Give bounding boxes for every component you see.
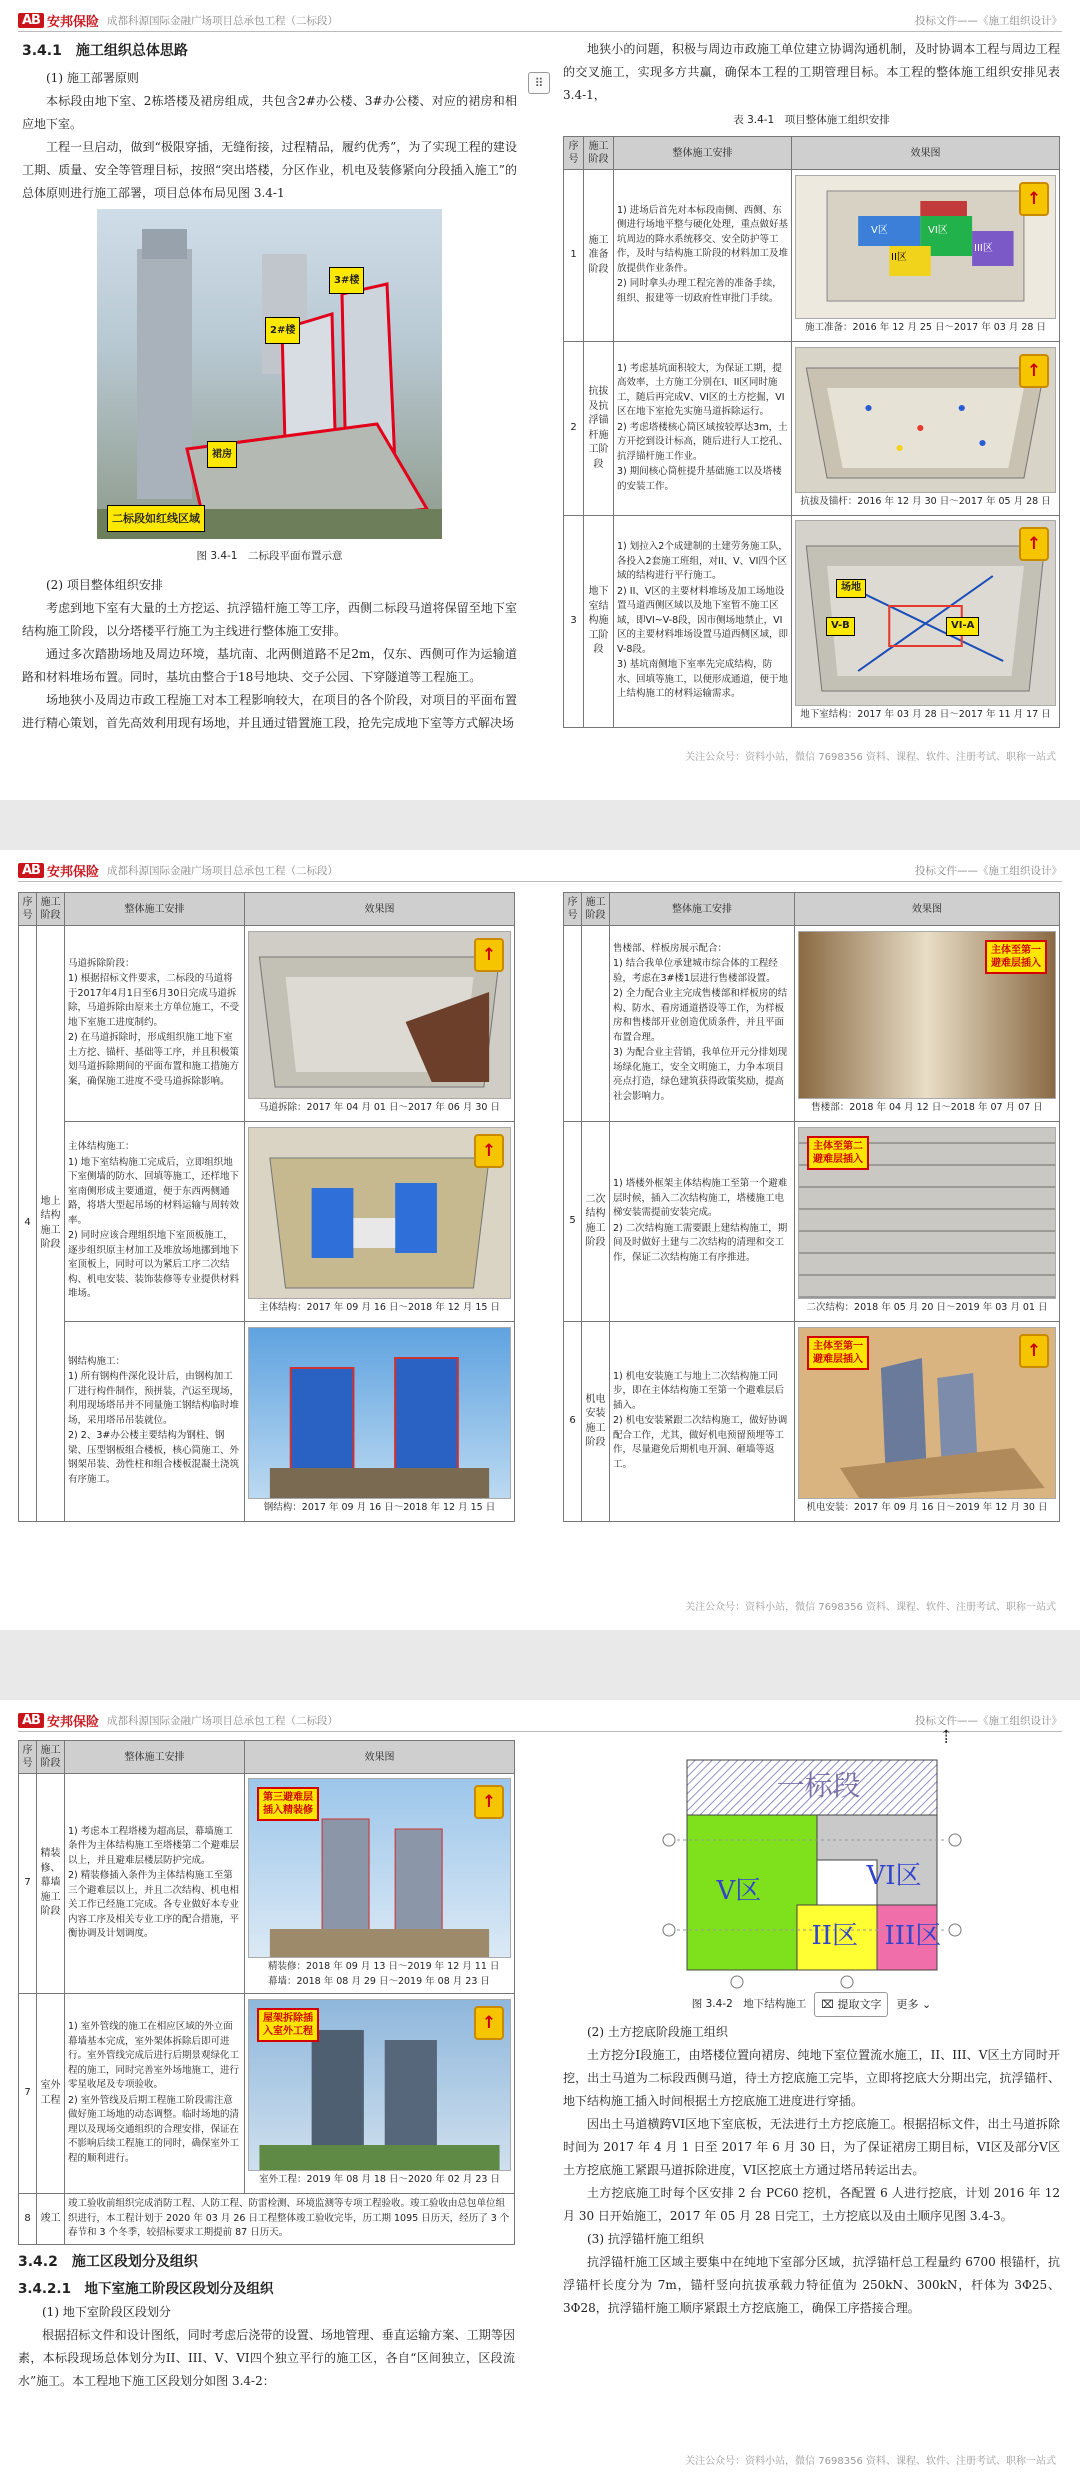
table-row — [564, 170, 1060, 342]
subheading: (1) 施工部署原则 — [46, 71, 139, 85]
left-column — [22, 38, 517, 735]
page-2 — [0, 850, 1080, 1630]
col-header: 整体施工安排 — [65, 1741, 245, 1774]
row-effect — [245, 1994, 515, 2194]
page-header — [18, 1710, 1062, 1732]
tag-site: 场地 — [836, 579, 866, 598]
north-arrow-icon: ↑ — [474, 2006, 504, 2040]
effect-image — [798, 931, 1056, 1099]
table-row — [19, 926, 515, 1122]
subheading: (2) 项目整体组织安排 — [46, 578, 163, 592]
row-arrangement: 售楼部、样板房展示配合： 1) 结合我单位承建城市综合体的工程经验，考虑在3#楼1层进行售楼部设置。 2) 全力配合业主完成售楼部和样板房的结构、防水、看房通道搭设等工作，为样板房和售楼部开业创造优质条件，并且平面布置合理。 3) 为配合业主营销，我单位开元分排划现场绿化施工，安全文明施工，力争本项目亮点打造，绿色建筑获得政策奖励，提高社会影响力。 — [610, 926, 795, 1122]
row-arrangement: 1) 考虑本工程塔楼为超高层，幕墙施工条件为主体结构施工至塔楼第二个避难层以上，并且避难层楼层防护完成。 2) 精装修插入条件为主体结构施工至第三个避难层以上，并且二次结构、机电相关工作已经施工完成。各专业做好本专业内容工序及相关专业工序的配合措施，平衡协调及计划调度。 — [65, 1774, 245, 1994]
image-caption: 施工准备：2016 年 12 月 25 日～2017 年 03 月 28 日 — [805, 322, 1046, 334]
figure-caption: 图 3.4-2 地下结构施工 — [691, 1998, 807, 2010]
table-row — [19, 2194, 515, 2245]
row-no: 5 — [564, 1122, 582, 1322]
subheading: (2) 土方挖底阶段施工组织 — [587, 2025, 728, 2039]
effect-image — [248, 1327, 511, 1499]
effect-image — [248, 1127, 511, 1299]
insert-banner: 主体至第一 避难层插入 — [985, 940, 1047, 974]
row-stage: 抗拔及抗浮锚杆施工阶段 — [584, 342, 614, 516]
extract-text-button[interactable]: ⌧ 提取文字 — [814, 1992, 888, 2017]
image-caption: 钢结构：2017 年 09 月 16 日～2018 年 12 月 15 日 — [263, 1502, 496, 1514]
table-row — [564, 1322, 1060, 1522]
table-row — [19, 1322, 515, 1522]
label-building-3: 3#楼 — [329, 267, 364, 294]
north-arrow-icon: ↑ — [474, 1134, 504, 1168]
page-footer: 关注公众号：资料小站，微信 7698356 资料、课程、软件、注册考试、职称一站式 — [685, 1602, 1056, 1613]
project-name: 成都科源国际金融广场项目总承包工程（二标段） — [107, 1715, 338, 1727]
insert-banner: 主体至第二 避难层插入 — [807, 1136, 869, 1170]
paragraph: 因出土马道横跨VI区地下室底板，无法进行土方挖底施工。根据招标文件，出土马道拆除时间为 2017 年 4 月 1 日至 2017 年 6 月 30 日，为了保证裙房工期目标，VI区及部分V区土方挖底施工紧跟马道拆除进度，VI区挖底土方通过塔吊转运出去。 — [563, 2117, 1060, 2177]
north-arrow-icon: ↑ — [474, 938, 504, 972]
row-stage: 二次结构施工阶段 — [582, 1122, 610, 1322]
map-label-zone1: 一标段 — [776, 1769, 861, 1802]
effect-image — [248, 1999, 511, 2171]
image-caption: 地下室结构：2017 年 03 月 28 日～2017 年 11 月 17 日 — [800, 709, 1051, 721]
image-caption: 抗拔及锚杆：2016 年 12 月 30 日～2017 年 05 月 28 日 — [800, 496, 1051, 508]
row-no: 4 — [19, 926, 37, 1522]
row-effect — [245, 926, 515, 1122]
col-header: 效果图 — [245, 1741, 515, 1774]
table-row — [564, 342, 1060, 516]
label-building-2: 2#楼 — [265, 317, 300, 344]
table-row — [564, 926, 1060, 1122]
row-stage: 地上结构施工阶段 — [37, 926, 65, 1522]
row-no: 8 — [19, 2194, 37, 2245]
figure-caption: 图 3.4-1 二标段平面布置示意 — [196, 550, 343, 562]
col-header: 序号 — [19, 1741, 37, 1774]
paragraph: 场地狭小及周边市政工程施工对本工程影响较大，在项目的各个阶段，对项目的平面布置进行精心策划，首先高效利用现有场地，并且通过错置施工段，抢先完成地下室等方式解决场 — [22, 693, 517, 730]
table-row — [19, 1994, 515, 2194]
figure-caption-bar — [563, 1992, 1060, 2017]
row-arrangement: 1) 机电安装施工与地上二次结构施工同步，即在主体结构施工至第一个避难层后插入。 2) 机电安装紧跟二次结构施工，做好协调配合工作，尤其，做好机电预留预埋等工作，尽量避免后期机电开洞、砸墙等返工。 — [610, 1322, 795, 1522]
row-arrangement: 1) 塔楼外框架主体结构施工至第一个避难层时候，插入二次结构施工，塔楼施工电梯安装需提前安装完成。 2) 二次结构施工需要跟上建结构施工，期间及时做好土建与二次结构的清理和交工作，保证二次结构施工有序推进。 — [610, 1122, 795, 1322]
section-heading: 3.4.2 施工区段划分及组织 — [18, 2253, 198, 2270]
col-header: 效果图 — [245, 893, 515, 926]
north-arrow-icon: ↑ — [1019, 182, 1049, 216]
insert-banner: 屋架拆除插 入室外工程 — [257, 2008, 319, 2042]
col-header: 序号 — [19, 893, 37, 926]
left-column — [18, 1740, 515, 2393]
row-arrangement: 马道拆除阶段： 1) 根据招标文件要求，二标段的马道将于2017年4月1日至6月30日完成马道拆除，马道拆除由原来土方单位施工，不受地下室施工进度制约。 2) 在马道拆除时，形成组织施工地下室土方挖、锚杆、基础等工序，并且积极策划马道拆除期间的平面布置和施工措施方案，确保施工进度不受马道拆除影响。 — [65, 926, 245, 1122]
row-arrangement: 竣工验收前组织完成消防工程、人防工程、防雷检测、环境监测等专项工程验收。竣工验收由总包单位组织进行，本工程计划于 2020 年 03 月 26 日工程整体竣工验收完毕，历工期 1095 日历天，经历了 3 个春节和 3 个冬季，较招标要求工期提前 87 日历天。 — [65, 2194, 515, 2245]
row-stage: 施工准备阶段 — [584, 170, 614, 342]
schedule-table — [563, 136, 1060, 728]
doc-title: 投标文件——《施工组织设计》 — [915, 1715, 1062, 1727]
row-effect — [245, 1322, 515, 1522]
table-row — [564, 516, 1060, 728]
project-name: 成都科源国际金融广场项目总承包工程（二标段） — [107, 865, 338, 877]
image-caption: 精装修：2018 年 09 月 13 日～2019 年 12 月 11 日 幕墙：2018 年 08 月 29 日～2019 年 08 月 23 日 — [268, 1961, 500, 1987]
paragraph: 本标段由地下室、2栋塔楼及裙房组成，共包含2#办公楼、3#办公楼、对应的裙房和相应地下室。 — [22, 94, 517, 131]
row-stage — [582, 926, 610, 1122]
chevron-down-icon: ⌄ — [921, 1998, 932, 2011]
tag-zone-vi: VI-A — [946, 617, 979, 636]
insert-banner: 第三避难层 插入精装修 — [257, 1787, 319, 1821]
map-label-zone3: III区 — [884, 1921, 942, 1951]
company-logo: AB 安邦保险 — [18, 1711, 99, 1730]
row-effect — [795, 926, 1060, 1122]
image-caption: 二次结构：2018 年 05 月 20 日～2019 年 03 月 01 日 — [806, 1302, 1048, 1314]
page-1 — [0, 0, 1080, 800]
north-arrow-icon: ↑ — [474, 1785, 504, 1819]
row-arrangement: 1) 考虑基坑面积较大，为保证工期，提高效率，土方施工分别在I、II区同时施工，随后再完成V、VI区的土方挖掘，VI区在地下室抢先实施马道拆除运行。 2) 考虑塔楼核心筒区域按较厚达3m，土方开挖到设计标高，随后进行人工挖孔、抗浮锚杆施工作业。 3) 期间核心筒桩提升基础施工以及塔楼的安装工作。 — [614, 342, 792, 516]
paragraph: 抗浮锚杆施工区域主要集中在纯地下室部分区域，抗浮锚杆总工程量约 6700 根锚杆，抗浮锚杆长度分为 7m，锚杆竖向抗拔承载力特征值为 250kN、300kN，杆体为 3Φ25、3Φ28，抗浮锚杆施工顺序紧跟土方挖底施工，确保工序搭接合理。 — [563, 2255, 1060, 2315]
map-label-zone6: VI区 — [866, 1861, 922, 1891]
label-zone: 二标段如红线区域 — [107, 505, 205, 532]
tag-zone-v: V-B — [826, 617, 855, 636]
image-caption: 机电安装：2017 年 09 月 16 日～2019 年 12 月 30 日 — [806, 1502, 1048, 1514]
row-stage: 精装修、幕墙施工阶段 — [37, 1774, 65, 1994]
image-caption: 室外工程：2019 年 08 月 18 日～2020 年 02 月 23 日 — [259, 2174, 500, 2186]
row-effect — [792, 342, 1060, 516]
effect-image — [795, 347, 1056, 493]
image-caption: 售楼部：2018 年 04 月 12 日～2018 年 07 月 07 日 — [811, 1102, 1043, 1114]
row-no: 1 — [564, 170, 584, 342]
row-effect — [795, 1322, 1060, 1522]
row-effect — [795, 1122, 1060, 1322]
col-header: 序号 — [564, 893, 582, 926]
schedule-table-cont — [18, 1740, 515, 2245]
effect-image — [248, 1778, 511, 1958]
row-effect — [245, 1122, 515, 1322]
row-stage: 地下室结构施工阶段 — [584, 516, 614, 728]
paragraph: 土方挖底施工时每个区安排 2 台 PC60 挖机，各配置 6 人进行挖底，计划 2016 年 12 月 30 日开始施工，2017 年 05 月 28 日完工，土方挖底以及由土顺序见图 3.4-3。 — [563, 2186, 1060, 2223]
insert-banner: 主体至第一 避难层插入 — [807, 1336, 869, 1370]
page-footer: 关注公众号：资料小站，微信 7698356 资料、课程、软件、注册考试、职称一站式 — [685, 2456, 1056, 2467]
row-no: 3 — [564, 516, 584, 728]
effect-image: II区 V区 VI区 III区 ↑ — [795, 175, 1056, 319]
table-caption: 表 3.4-1 项目整体施工组织安排 — [733, 114, 890, 126]
paragraph: 根据招标文件和设计图纸，同时考虑后浇带的设置、场地管理、垂直运输方案、工期等因素，本标段现场总体划分为II、III、V、VI四个独立平行的施工区，各自“区间独立，区段流水”施工。本工程地下施工区段划分如图 3.4-2： — [18, 2327, 515, 2388]
paragraph: 工程一旦启动，做到“极限穿插，无缝衔接，过程精品，履约优秀”，为了实现工程的建设工期、质量、安全等管理目标，按照“突出塔楼，分区作业，机电及装修紧向分段插入施工”的总体原则进行施工部署，项目总体布局见图 3.4-1 — [22, 140, 517, 200]
section-heading: 3.4.1 施工组织总体思路 — [22, 43, 188, 59]
row-arrangement: 1) 进场后首先对本标段南侧、西侧、东侧进行场地平整与硬化处理，重点做好基坑周边的降水系统移交、安全防护等工作，及时与结构施工阶段的材料加工及堆放提供作业条件。 2) 同时拿头办理工程完善的准备手续，组织、报建等一切政府性审批门手续。 — [614, 170, 792, 342]
row-stage: 室外工程 — [37, 1994, 65, 2194]
col-header: 效果图 — [795, 893, 1060, 926]
col-header: 施工阶段 — [584, 137, 614, 170]
row-no: 2 — [564, 342, 584, 516]
right-column — [563, 38, 1060, 728]
col-header: 施工阶段 — [582, 893, 610, 926]
table-row — [19, 1122, 515, 1322]
row-arrangement: 钢结构施工： 1) 所有钢构件深化设计后，由钢构加工厂进行构件制作，预拼装，汽运至现场，利用现场塔吊并不同量施工钢结构临时堆场，采用塔吊吊装就位。 2) 2、3#办公楼主要结构为钢柱、钢梁、压型钢板组合楼板，核心筒施工、外钢架吊装、劲性柱和组合楼板混凝土浇筑有序施工。 — [65, 1322, 245, 1522]
project-name: 成都科源国际金融广场项目总承包工程（二标段） — [107, 15, 338, 27]
row-stage: 竣工 — [37, 2194, 65, 2245]
north-arrow-icon: ↑ — [1019, 527, 1049, 561]
row-stage: 机电安装施工阶段 — [582, 1322, 610, 1522]
row-arrangement: 1) 划拉入2个成建制的土建劳务施工队，各投入2套施工班组，对II、V、VI四个区域的结构进行平行施工。 2) II、V区的主要材料堆场及加工场地设置马道西侧区域以及地下室暂不施工区域，即VI~V-8段，因市侧场地禁止，VI区的主要材料堆场设置马道西侧区域，即V-8段。 3) 基坑南侧地下室率先完成结构，防水、回填等施工，以便形成通道，便于地上结构施工的材料运输需求。 — [614, 516, 792, 728]
image-caption: 主体结构：2017 年 09 月 16 日～2018 年 12 月 15 日 — [259, 1302, 500, 1314]
col-header: 施工阶段 — [37, 893, 65, 926]
right-table-wrap — [563, 892, 1060, 1522]
zone-map-figure — [647, 1727, 977, 1990]
col-header: 效果图 — [792, 137, 1060, 170]
site-layout-figure — [97, 209, 442, 539]
row-effect — [792, 170, 1060, 342]
row-no: 6 — [564, 1322, 582, 1522]
col-header: 施工阶段 — [37, 1741, 65, 1774]
page-header — [18, 10, 1062, 32]
col-header: 整体施工安排 — [610, 893, 795, 926]
right-column — [563, 1727, 1060, 2320]
company-logo: AB 安邦保险 — [18, 11, 99, 30]
page-footer: 关注公众号：资料小站，微信 7698356 资料、课程、软件、注册考试、职称一站式 — [685, 752, 1056, 763]
col-header: 整体施工安排 — [614, 137, 792, 170]
page-header — [18, 860, 1062, 882]
row-no: 7 — [19, 1994, 37, 2194]
table-row — [564, 1122, 1060, 1322]
col-header: 整体施工安排 — [65, 893, 245, 926]
map-label-zone5: V区 — [716, 1876, 762, 1906]
row-effect — [792, 516, 1060, 728]
subheading: (3) 抗浮锚杆施工组织 — [587, 2232, 704, 2246]
row-arrangement: 1) 室外管线的施工在相应区域的外立面幕墙基本完成，室外架体拆除后即可进行。室外管线完成后进行后期景观绿化工程的施工，同时完善室外场地施工，进行零星收尾及专项验收。 2) 室外管线及后期工程施工阶段需注意做好施工场地的动态调整。临时场地的清理以及现场交通组织的合理安排，保证在不影响后续工程施工的同时，确保室外工程的顺利进行。 — [65, 1994, 245, 2194]
text-scan-icon: ⌧ — [821, 1998, 834, 2011]
paragraph: 通过多次踏勘场地及周边环境，基坑南、北两侧道路不足2m，仅东、西侧可作为运输道路和材料堆场布置。同时，基坑由整合于18号地块、交子公园、下穿隧道等工程施工。 — [22, 647, 517, 684]
drag-handle-icon[interactable]: ⠿ — [528, 72, 550, 94]
table-row — [19, 1774, 515, 1994]
image-caption: 马道拆除：2017 年 04 月 01 日～2017 年 06 月 30 日 — [259, 1102, 500, 1114]
company-logo: AB 安邦保险 — [18, 861, 99, 880]
effect-image — [795, 520, 1056, 706]
doc-title: 投标文件——《施工组织设计》 — [915, 865, 1062, 877]
row-no — [564, 926, 582, 1122]
effect-image — [798, 1127, 1056, 1299]
row-arrangement: 主体结构施工： 1) 地下室结构施工完成后，立即组织地下室侧墙的防水、回填等施工，还样地下室南侧形成主要通道，便于东西两侧通路，将塔大型起吊场的材料运输与周转效率。 2) 同时应该合理组织地下室顶板施工，逐步组织原主材加工及堆放场地挪到地下室顶板上，同时可以为紧后工序二次结构、机电安装、装饰装修等专业提供材料堆场。 — [65, 1122, 245, 1322]
effect-image — [248, 931, 511, 1099]
north-arrow-icon: ↑ — [1019, 354, 1049, 388]
page-3 — [0, 1700, 1080, 2480]
north-arrow-icon: ⇡ — [938, 1727, 954, 1748]
paragraph: 考虑到地下室有大量的土方挖运、抗浮锚杆施工等工序，西侧二标段马道将保留至地下室结构施工阶段，以分塔楼平行施工为主线进行整体施工安排。 — [22, 601, 517, 638]
row-effect — [245, 1774, 515, 1994]
map-label-zone2: II区 — [811, 1921, 859, 1951]
col-header: 序号 — [564, 137, 584, 170]
left-table-wrap — [18, 892, 515, 1522]
subheading: (1) 地下室阶段区段划分 — [42, 2304, 171, 2319]
label-podium: 裙房 — [207, 441, 237, 468]
doc-title: 投标文件——《施工组织设计》 — [915, 15, 1062, 27]
subsection-heading: 3.4.2.1 地下室施工阶段区段划分及组织 — [18, 2280, 274, 2297]
north-arrow-icon: ↑ — [1019, 1334, 1049, 1368]
row-no: 7 — [19, 1774, 37, 1994]
schedule-table-cont — [18, 892, 515, 1522]
more-button[interactable]: 更多 ⌄ — [896, 1998, 932, 2011]
paragraph: 地狭小的问题，积极与周边市政施工单位建立协调沟通机制，及时协调本工程与周边工程的交叉施工，实现多方共赢，确保本工程的工期管理目标。本工程的整体施工组织安排见表 3.4-1， — [563, 42, 1060, 102]
paragraph: 土方挖分I段施工，由塔楼位置向裙房、纯地下室位置流水施工，II、III、V区土方同时开挖，出土马道为二标段西侧马道，待土方挖底施工完毕，立即将挖底大分期出完，抗浮锚杆、地下结构施工插入时间根据土方挖底施工进度进行穿插。 — [563, 2048, 1060, 2108]
schedule-table-cont — [563, 892, 1060, 1522]
effect-image — [798, 1327, 1056, 1499]
